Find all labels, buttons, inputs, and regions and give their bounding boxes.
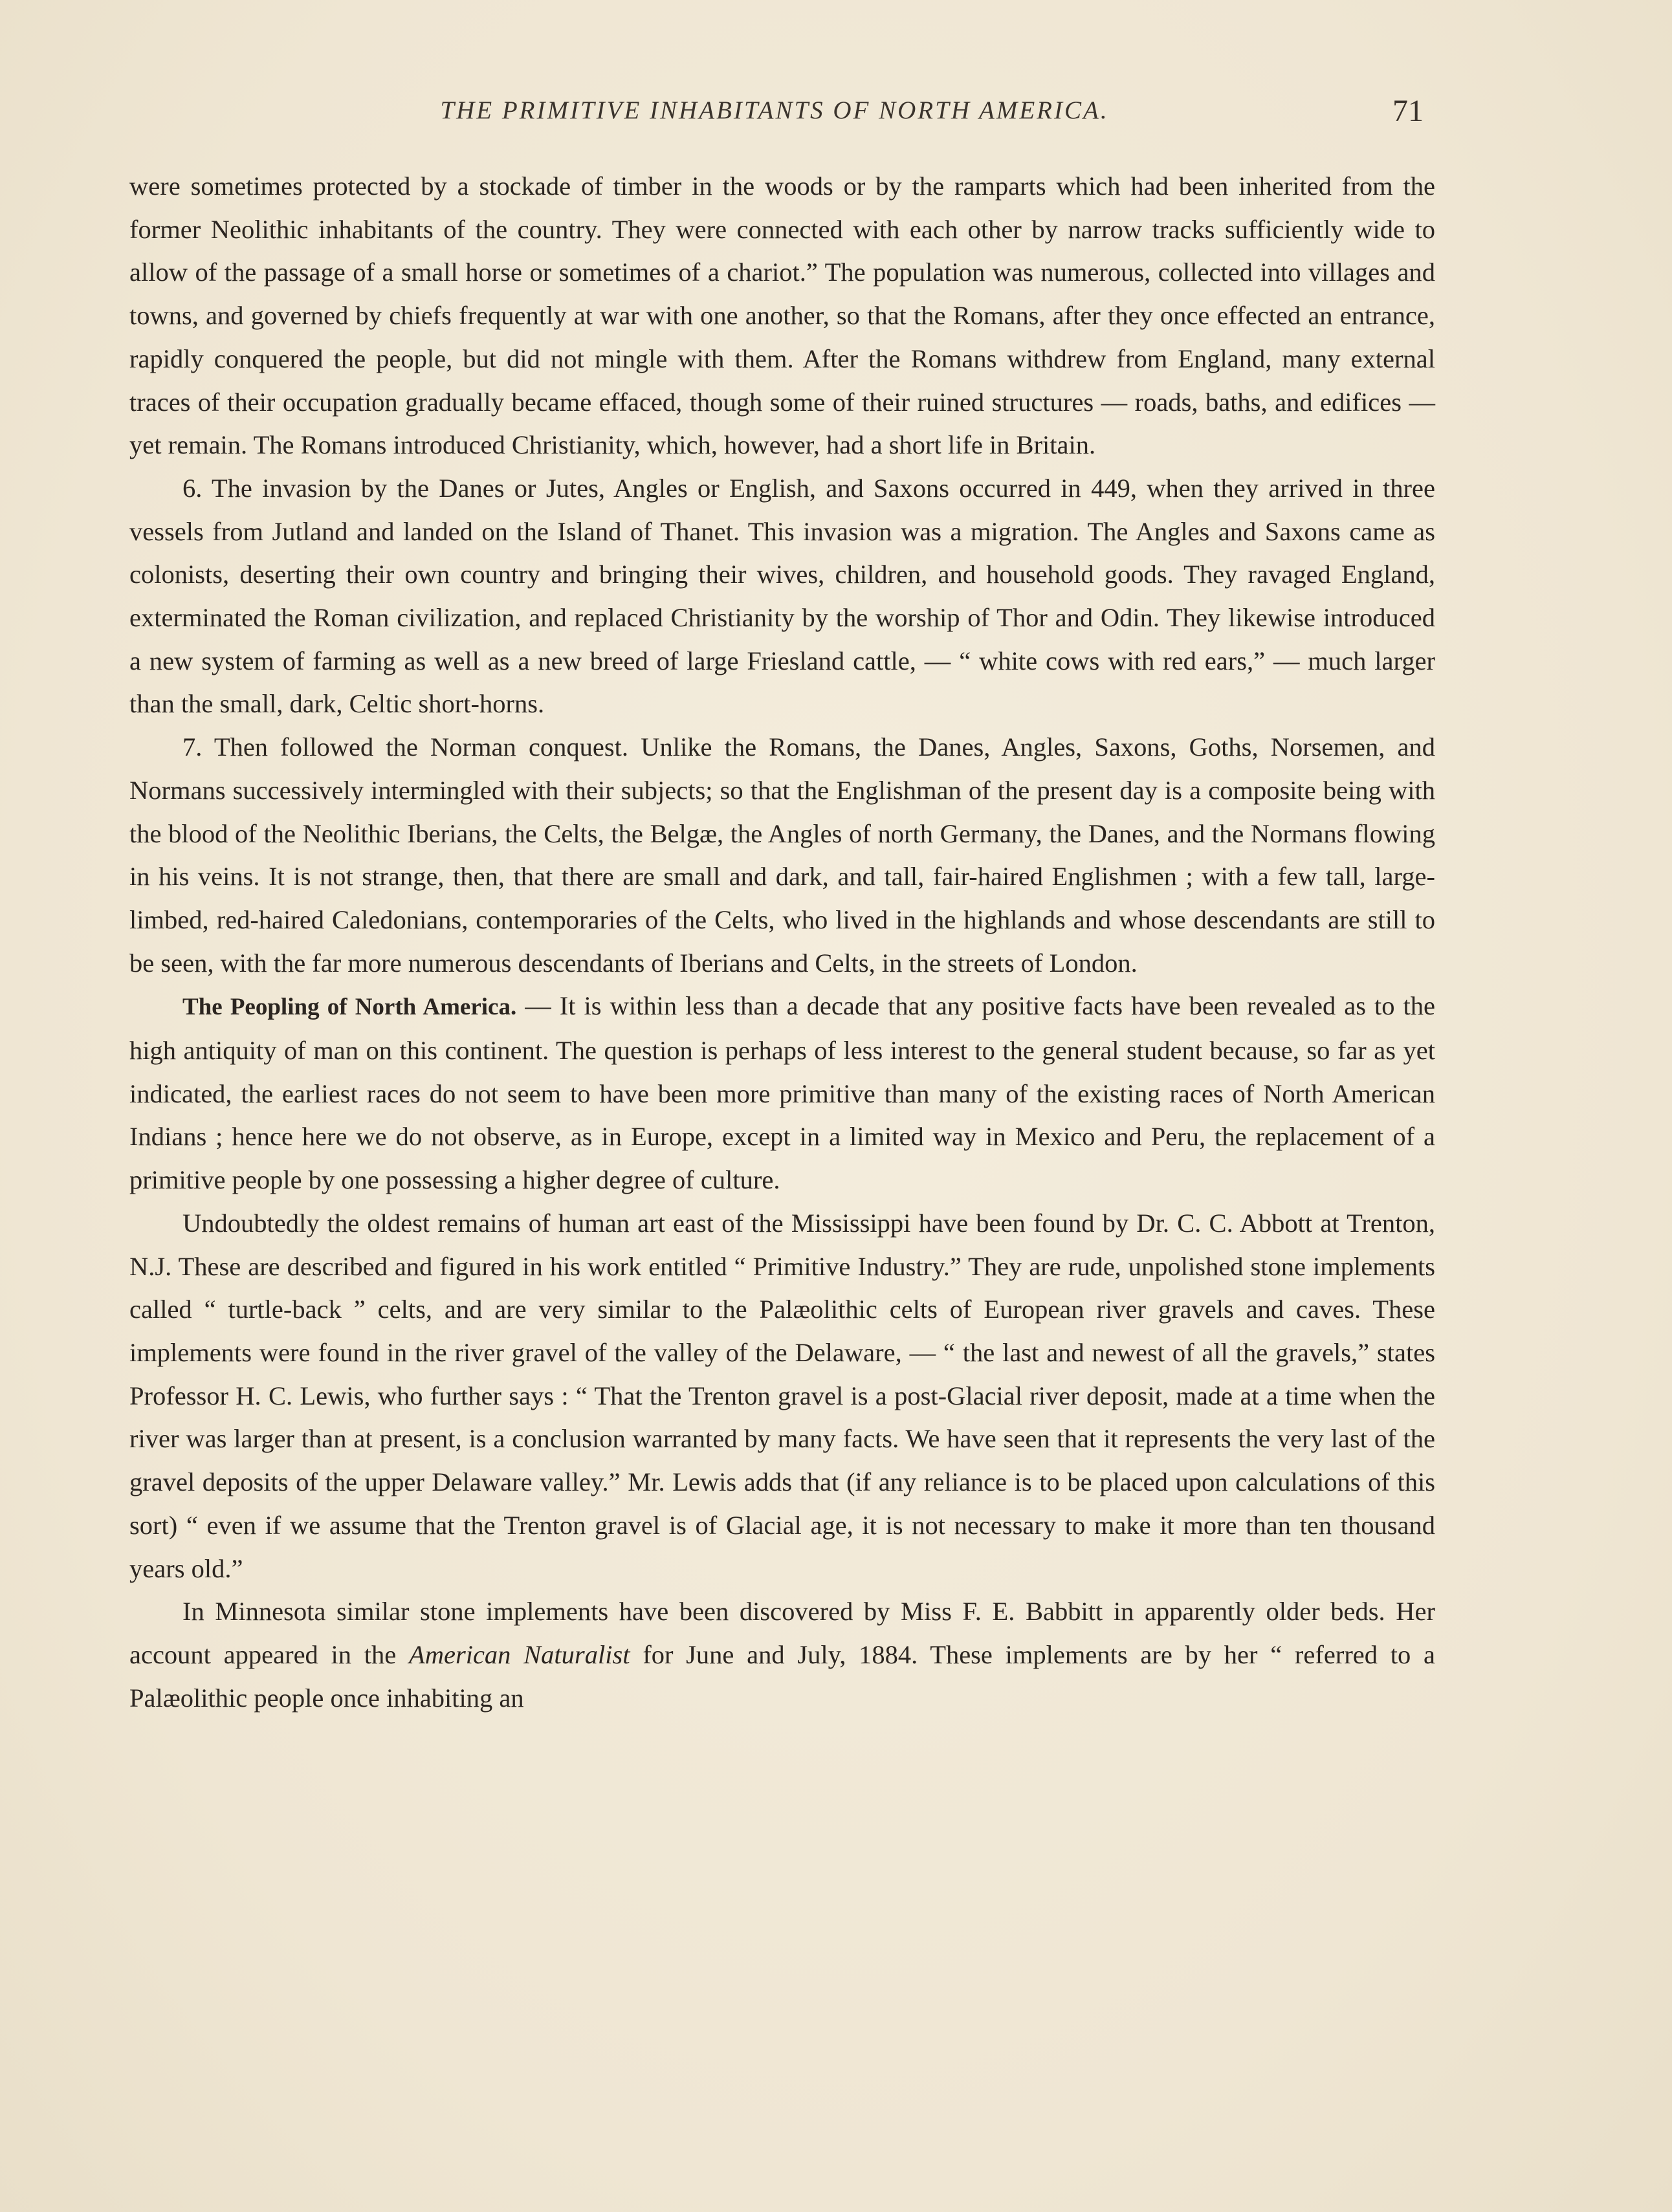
paragraph-trenton-remains: Undoubtedly the oldest remains of human art east of the Mississippi have been found by Dr. C. C. Abbott at Trenton, N.J. These are described and figured in his work entitled “ Primitive Industry.” They are rude, unpolished stone implements called “ turtle-back ” celts, and are very similar to the Palæolithic celts of European river gravels and caves. These implements were found in the river gravel of the valley of the Delaware, — “ the last and newest of all the gravels,” states Professor H. C. Lewis, who further says : “ That the Trenton gravel is a post-Glacial river deposit, made at a time when the river was larger than at present, is a conclusion warranted by many facts. We have seen that it represents the very last of the gravel deposits of the upper Delaware valley.” Mr. Lewis adds that (if any reliance is to be placed upon calculations of this sort) “ even if we assume that the Trenton gravel is of Glacial age, it is not necessary to make it more than ten thousand years old.” [129, 1208, 1435, 1583]
section-heading: The Peopling of North America. [182, 994, 517, 1021]
paragraph-continued: were sometimes protected by a stockade of timber in the woods or by the ramparts which had been inherited from the former Neolithic inhabitants of the country. They were connected with each other by narrow tracks sufficiently wide to allow of the passage of a small horse or sometimes of a chariot.” The population was numerous, collected into villages and towns, and governed by chiefs frequently at war with one another, so that the Romans, after they once effected an entrance, rapidly conquered the people, but did not mingle with them. After the Romans withdrew from England, many external traces of their occupation gradually became effaced, though some of their ruined structures — roads, baths, and edifices — yet remain. The Romans introduced Christianity, which, however, had a short life in Britain. [129, 171, 1435, 460]
paragraph-norman-conquest: 7. Then followed the Norman conquest. Unlike the Romans, the Danes, Angles, Saxons, Goths, Norsemen, and Normans successively intermingled with their subjects; so that the Englishman of the present day is a composite being with the blood of the Neolithic Iberians, the Celts, the Belgæ, the Angles of north Germany, the Danes, and the Normans flowing in his veins. It is not strange, then, that there are small and dark, and tall, fair-haired Englishmen ; with a few tall, large-limbed, red-haired Caledonians, contemporaries of the Celts, who lived in the highlands and whose descendants are still to be seen, with the far more numerous descendants of Iberians and Celts, in the streets of London. [129, 732, 1435, 978]
journal-title: American Naturalist [408, 1639, 630, 1669]
minnesota-text-a: In Minnesota similar stone implements have been discovered by Miss F. E. Babbitt in apparently older beds. Her account appeared in the [129, 1597, 1435, 1669]
section-text: — It is within less than a decade that any positive facts have been revealed as to the high antiquity of man on this continent. The question is perhaps of less interest to the general student because, so far as yet indicated, the earliest races do not seem to have been more primitive than many of the existing races of North American Indians ; hence here we do not observe, as in Europe, except in a limited way in Mexico and Peru, the replacement of a primitive people by one possessing a higher degree of culture. [129, 991, 1436, 1195]
paragraph-danes-invasion: 6. The invasion by the Danes or Jutes, Angles or English, and Saxons occurred in 449, when they arrived in three vessels from Jutland and landed on the Island of Thanet. This invasion was a migration. The Angles and Saxons came as colonists, deserting their own country and bringing their wives, children, and household goods. They ravaged England, exterminated the Roman civilization, and replaced Christianity by the worship of Thor and Odin. They likewise introduced a new system of farming as well as a new breed of large Friesland cattle, — “ white cows with red ears,” — much larger than the small, dark, Celtic short-horns. [129, 473, 1435, 719]
paragraph-minnesota [129, 1590, 1435, 1720]
page-number: 71 [1392, 94, 1424, 128]
minnesota-text-b: for June and July, 1884. These implements are by her “ referred to a Palæolithic people once inhabiting an [129, 1639, 1435, 1713]
running-title: THE PRIMITIVE INHABITANTS OF NORTH AMERICA. [440, 96, 1109, 124]
body-text [129, 165, 1435, 1720]
paragraph-peopling-north-america [129, 985, 1435, 1202]
